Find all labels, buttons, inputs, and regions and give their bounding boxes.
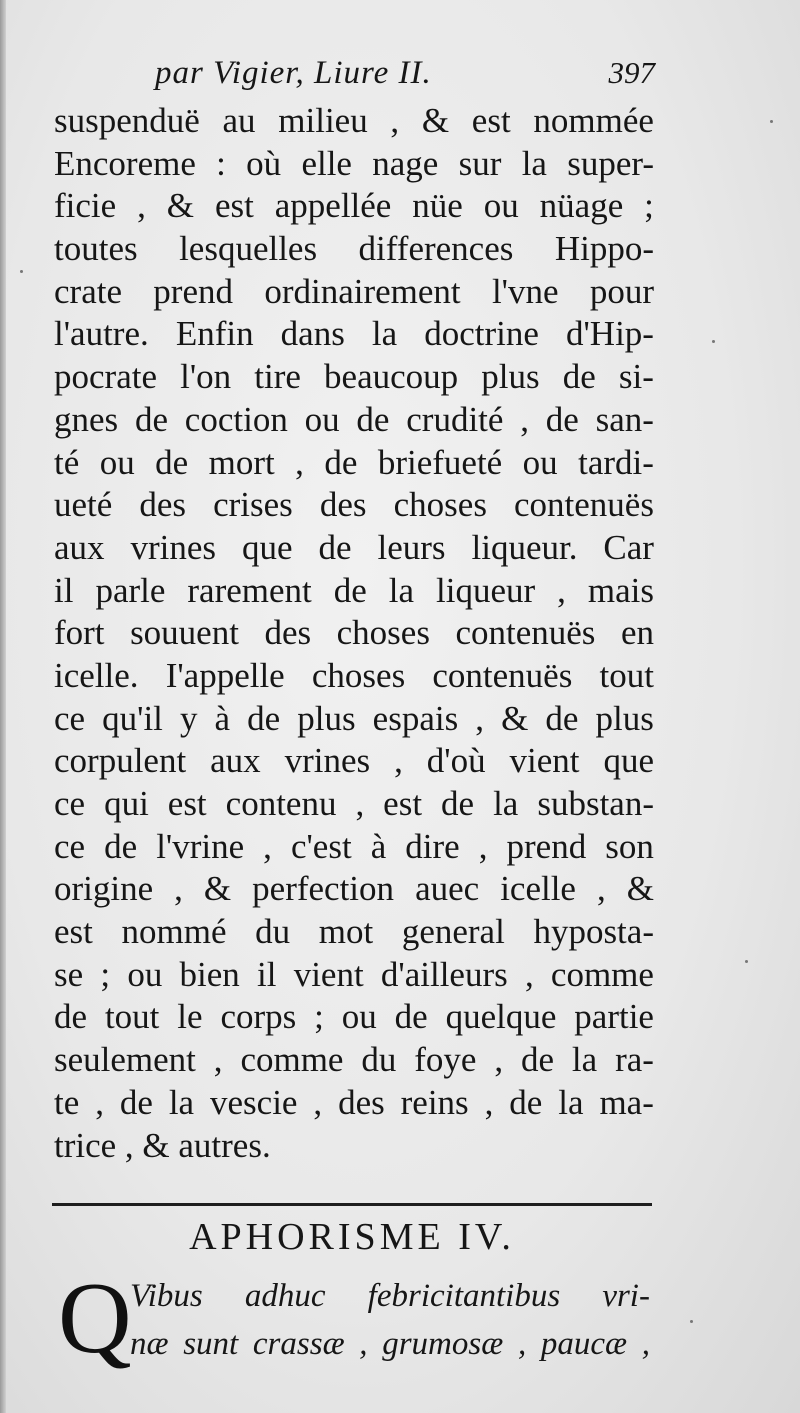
word: foye [414,1040,477,1080]
word: , [641,1326,650,1362]
word: que [603,741,654,781]
word: qui [104,784,149,823]
word: dans [280,314,345,354]
word: liqueur. [471,527,578,567]
word: ; [100,954,111,994]
word: bien [179,954,240,994]
word: te [54,1082,80,1122]
word: , [517,1326,527,1362]
word: quelque [445,997,557,1037]
word: crate [54,271,122,311]
word: de [104,826,138,866]
word: comme [550,954,654,994]
section-rule [52,1203,652,1206]
word: la [388,570,415,610]
word: san- [595,399,654,439]
word: , [263,826,272,866]
word: briefueté [377,442,503,482]
word: nüe [412,186,463,226]
word: nage [372,143,439,183]
word: mort [208,442,275,482]
word: le [177,997,203,1037]
word: corpulent [54,741,187,781]
word: suspenduë [54,101,200,140]
running-header [155,55,655,99]
word: milieu [278,101,368,140]
word: mais [587,570,654,610]
word: icelle. [54,655,139,695]
word: , [596,869,606,909]
word: ce [54,826,86,866]
word: ce [54,784,86,823]
word: ou [483,186,519,226]
word: prend [153,271,233,311]
word: il [54,570,74,610]
word: nüage [539,186,624,226]
word: & [166,186,195,226]
word: perfection [252,869,395,909]
word: ueté [54,485,113,525]
word: que [242,527,293,567]
word: vrines [284,741,371,781]
word: plus [481,357,540,397]
word: ficie [54,186,117,226]
text-line [54,1082,654,1125]
word: crassæ [252,1326,345,1362]
word: vescie [210,1082,298,1122]
word: du [255,912,291,952]
word: , [95,1082,104,1122]
word: ce [54,698,86,738]
word: son [605,826,654,866]
word: pour [589,271,654,311]
word: leurs [377,527,446,567]
body-text [54,100,654,1167]
word: il [257,954,277,994]
word: au [222,101,256,140]
word: contenuës [514,485,654,525]
word: crises [213,485,293,525]
word: , [475,698,485,738]
paper-speck [690,1320,693,1323]
word: & [203,869,232,909]
word: du [361,1040,397,1080]
word: , [390,101,400,140]
text-line [54,527,654,570]
word: pocrate [54,357,157,397]
word: ou [99,442,135,482]
word: icelle [500,869,576,909]
word: vient [509,741,580,781]
word: : [216,143,226,183]
word: de [134,399,168,439]
word: substan- [537,784,654,823]
word: , [295,442,304,482]
word: ; [314,997,324,1037]
word: febricitantibus [367,1278,561,1314]
text-line [54,698,654,741]
word: general [401,912,505,952]
word: , [213,1040,223,1080]
word: , [524,954,534,994]
word: l'on [180,357,232,397]
word: differences [358,229,514,269]
word: à [370,826,387,866]
word: choses [393,485,487,525]
word: grumosæ [382,1326,504,1362]
word: , [313,1082,323,1122]
word: de [324,442,358,482]
page-spine-shadow [0,0,6,1413]
word: , [394,741,403,781]
word: de [119,1082,153,1122]
text-line [54,399,654,442]
word: , [137,186,146,226]
word: choses [336,613,430,653]
text-line: trice , & autres. [54,1125,271,1165]
word: tout [104,997,160,1037]
word: , [355,784,365,823]
word: , [478,826,488,866]
word: tire [254,357,301,397]
word: tardi- [578,442,654,482]
word: hyposta- [533,912,654,952]
word: de [318,527,352,567]
word: de [545,399,579,439]
word: , [174,869,183,909]
word: des [319,485,367,525]
word: prend [506,826,587,866]
word: fort [54,613,105,653]
word: dire [405,826,460,866]
word: ma- [599,1082,654,1122]
word: , [484,1082,494,1122]
text-line [54,185,654,228]
word: la [493,784,519,823]
word: espais [372,698,459,738]
word: coction [184,399,288,439]
word: té [54,442,80,482]
word: tout [599,655,654,695]
word: de [54,997,88,1037]
word: mot [318,912,374,952]
word: ordinairement [264,271,461,311]
word: des [139,485,187,525]
word: de [155,442,189,482]
word: plus [595,698,654,738]
drop-cap: Q [58,1262,132,1375]
word: y [179,698,198,738]
text-line [54,271,654,314]
word: de [333,570,367,610]
text-line [54,868,654,911]
word: , [494,1040,504,1080]
text-line [54,313,654,356]
word: crudité [406,399,504,439]
word: où [246,143,282,183]
paper-speck [712,340,715,343]
word: super- [567,143,654,183]
word: d'où [426,741,486,781]
word: elle [301,143,352,183]
text-line [54,655,654,698]
word: origine [54,869,154,909]
word: d'Hip- [566,314,654,354]
text-line [54,740,654,783]
word: la [571,1040,598,1080]
text-line [54,1039,654,1082]
word: næ [130,1326,169,1362]
word: si- [618,357,654,397]
text-line [54,783,654,826]
text-line [54,954,654,997]
word: de [356,399,390,439]
word: sunt [183,1326,239,1362]
text-line [54,228,654,271]
word: l'vrine [156,826,245,866]
latin-aphorism-text [130,1272,650,1368]
word: ou [304,399,340,439]
word: des [264,613,312,653]
text-line [54,100,654,143]
word: l'autre. [54,314,149,354]
word: ou [522,442,558,482]
word: partie [574,997,654,1037]
word: vri- [602,1278,650,1314]
word: se [54,954,84,994]
word: comme [240,1040,344,1080]
word: de [562,357,596,397]
text-line [54,996,654,1039]
text-line [54,911,654,954]
word: l'vne [491,271,559,311]
word: est [167,784,207,823]
word: Enfin [175,314,254,354]
word: I'appelle [165,655,285,695]
section-title: APHORISME IV. [189,1216,515,1258]
word: , [557,570,566,610]
paper-speck [745,960,748,963]
word: à [214,698,231,738]
word: nommée [533,101,654,140]
word: en [620,613,654,653]
word: ; [644,186,654,226]
word: vient [293,954,364,994]
word: est [54,912,93,952]
word: beaucoup [324,357,459,397]
word: & [421,101,450,140]
word: c'est [290,826,352,866]
word: la [521,143,547,183]
word: Hippo- [554,229,654,269]
word: souuent [130,613,239,653]
word: aux [54,527,105,567]
word: auec [415,869,480,909]
word: la [371,314,398,354]
text-line [54,143,654,186]
word: contenuës [455,613,596,653]
word: la [558,1082,584,1122]
word: la [168,1082,195,1122]
word: , [520,399,529,439]
word: & [501,698,529,738]
word: est [214,186,254,226]
word: aux [210,741,261,781]
word: de [394,997,428,1037]
text-line [130,1320,650,1368]
text-line [54,826,654,869]
running-title: par Vigier, Liure II. [155,55,432,91]
word: reins [400,1082,469,1122]
word: choses [311,655,406,695]
word: , [359,1326,368,1362]
word: lesquelles [179,229,318,269]
word: de [247,698,281,738]
word: qu'il [102,698,163,738]
paper-speck [20,270,23,273]
word: est [471,101,511,140]
word: seulement [54,1040,196,1080]
word: doctrine [424,314,539,354]
word: & [626,869,654,909]
word: plus [297,698,356,738]
word: appellée [274,186,392,226]
paper-speck [770,120,773,123]
word: ou [127,954,163,994]
word: de [441,784,475,823]
text-line [54,570,654,613]
word: liqueur [436,570,536,610]
word: paucæ [540,1326,628,1362]
page-number: 397 [608,55,655,90]
word: nommé [121,912,227,952]
word: de [520,1040,555,1080]
word: adhuc [244,1278,326,1314]
word: vrines [130,527,217,567]
word: contenuës [432,655,573,695]
word: Vibus [130,1278,203,1314]
word: Car [603,527,654,567]
text-line [54,484,654,527]
word: de [545,698,579,738]
text-line [130,1272,650,1320]
word: de [509,1082,543,1122]
word: gnes [54,399,119,439]
word: est [383,784,423,823]
text-line [54,356,654,399]
text-line [54,612,654,655]
word: toutes [54,229,138,269]
word: Encoreme [54,143,196,183]
word: ra- [615,1040,654,1080]
word: contenu [225,784,337,823]
word: parle [95,570,166,610]
word: sur [458,143,502,183]
word: d'ailleurs [380,954,508,994]
word: des [338,1082,385,1122]
word: rarement [187,570,312,610]
text-line [54,442,654,485]
word: corps [220,997,297,1037]
word: ou [341,997,377,1037]
